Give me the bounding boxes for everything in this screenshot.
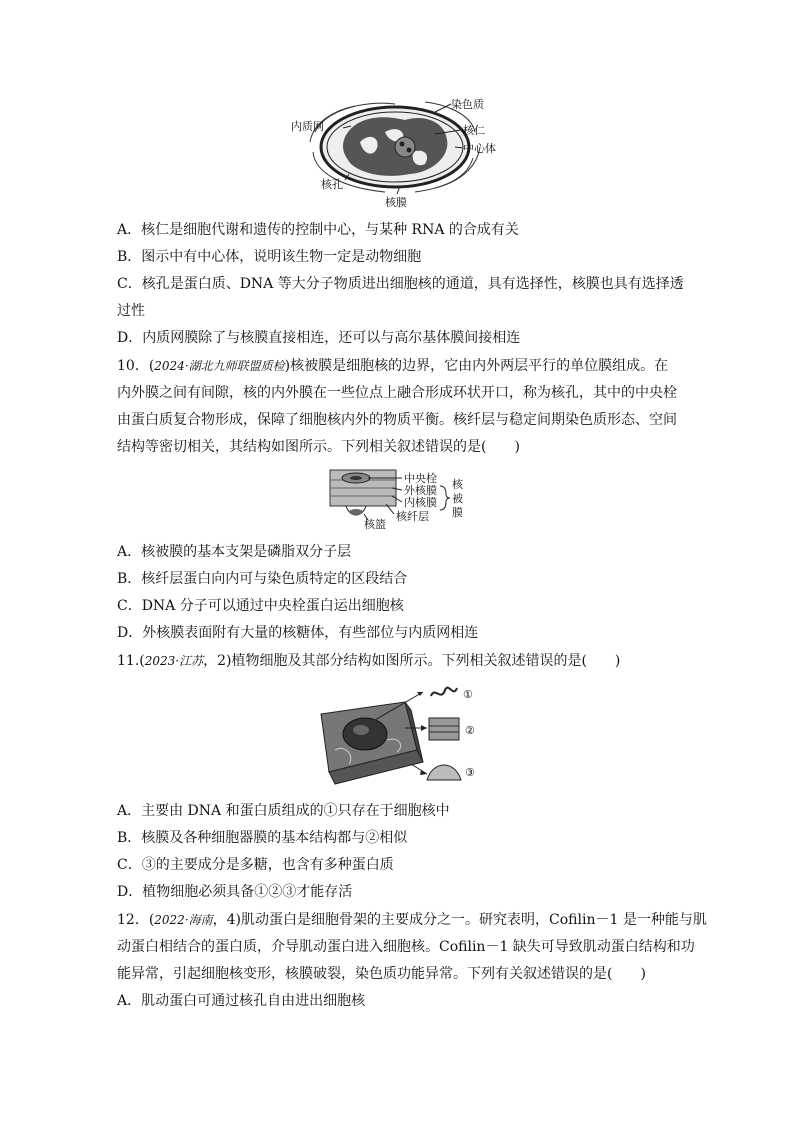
- q11-option-d: D．植物细胞必须具备①②③才能存活: [117, 884, 353, 900]
- q10-option-a: A．核被膜的基本支架是磷脂双分子层: [117, 544, 352, 560]
- q10-stem-text: )核被膜是细胞核的边界，它由内外两层平行的单位膜组成。在: [284, 358, 669, 374]
- label-envelope-2: 被: [452, 492, 463, 505]
- q11-option-b: B．核膜及各种细胞器膜的基本结构都与②相似: [117, 830, 408, 846]
- q11-stem-text: ，2)植物细胞及其部分结构如图所示。下列相关叙述错误的是( ): [203, 653, 621, 669]
- q10-stem-line1: [117, 356, 683, 376]
- q10-stem-line2: 内外膜之间有间隙，核的内外膜在一些位点上融合形成环状开口，称为核孔，其中的中央栓: [117, 385, 677, 401]
- q11-number: 11.(: [117, 653, 145, 669]
- label-centrosome: 中心体: [463, 142, 496, 155]
- q10-stem-line4: 结构等密切相关，其结构如图所示。下列相关叙述错误的是( ): [117, 439, 520, 455]
- label-er: 内质网: [291, 120, 324, 133]
- q9-option-c: C．核孔是蛋白质、DNA 等大分子物质进出细胞核的通道，具有选择性，核膜也具有选择透: [117, 276, 684, 292]
- nuclear-envelope-diagram: [328, 466, 476, 530]
- q12-stem-line3: 能异常，引起细胞核变形，核膜破裂，染色质功能异常。下列有关叙述错误的是( ): [117, 966, 646, 982]
- q11-option-a: A．主要由 DNA 和蛋白质组成的①只存在于细胞核中: [117, 803, 450, 819]
- q11-stem: [117, 651, 683, 671]
- label-mark-3: ③: [465, 766, 475, 779]
- label-mark-1: ①: [463, 688, 473, 701]
- q12-stem-text: ，4)肌动蛋白是细胞骨架的主要成分之一。研究表明，Cofilin－1 是一种能与肌: [212, 912, 707, 928]
- label-envelope-1: 核: [452, 478, 463, 491]
- label-chromatin: 染色质: [451, 98, 484, 111]
- plant-cell-diagram: [315, 680, 485, 792]
- label-pore: 核孔: [321, 178, 343, 191]
- label-lamina: 核纤层: [396, 510, 429, 523]
- label-central-plug: 中央栓: [404, 472, 437, 485]
- label-nucleolus: 核仁: [463, 124, 485, 137]
- q10-source: 2024·湖北九师联盟质检: [154, 359, 285, 373]
- q9-option-a: A．核仁是细胞代谢和遗传的控制中心，与某种 RNA 的合成有关: [117, 222, 519, 238]
- q11-option-c: C．③的主要成分是多糖，也含有多种蛋白质: [117, 857, 394, 873]
- q10-option-d: D．外核膜表面附有大量的核糖体，有些部位与内质网相连: [117, 625, 479, 641]
- q12-number: 12．(: [117, 912, 155, 928]
- q10-option-c: C．DNA 分子可以通过中央栓蛋白运出细胞核: [117, 598, 404, 614]
- q12-source: 2022·海南: [154, 913, 213, 927]
- label-inner-membrane: 内核膜: [404, 496, 437, 509]
- label-basket: 核篮: [364, 518, 386, 530]
- q11-source: 2023·江苏: [144, 654, 204, 668]
- q9-option-d: D．内质网膜除了与核膜直接相连，还可以与高尔基体膜间接相连: [117, 330, 521, 346]
- label-envelope-3: 膜: [452, 506, 463, 519]
- q12-stem-line2: 动蛋白相结合的蛋白质，介导肌动蛋白进入细胞核。Cofilin－1 缺失可导致肌动蛋白结构和功: [117, 939, 695, 955]
- q12-stem-line1: [117, 910, 707, 930]
- q9-option-b: B．图示中有中心体，说明该生物一定是动物细胞: [117, 249, 422, 265]
- q10-stem-line3: 由蛋白质复合物形成，保障了细胞核内外的物质平衡。核纤层与稳定间期染色质形态、空间: [117, 412, 677, 428]
- q9-option-c-cont: 过性: [117, 303, 145, 319]
- nucleus-diagram: [285, 92, 510, 210]
- q10-option-b: B．核纤层蛋白向内可与染色质特定的区段结合: [117, 571, 408, 587]
- label-outer-membrane: 外核膜: [404, 484, 437, 497]
- label-membrane: 核膜: [385, 196, 407, 209]
- label-mark-2: ②: [465, 724, 475, 737]
- q12-option-a: A．肌动蛋白可通过核孔自由进出细胞核: [117, 993, 366, 1009]
- q10-number: 10．(: [117, 358, 155, 374]
